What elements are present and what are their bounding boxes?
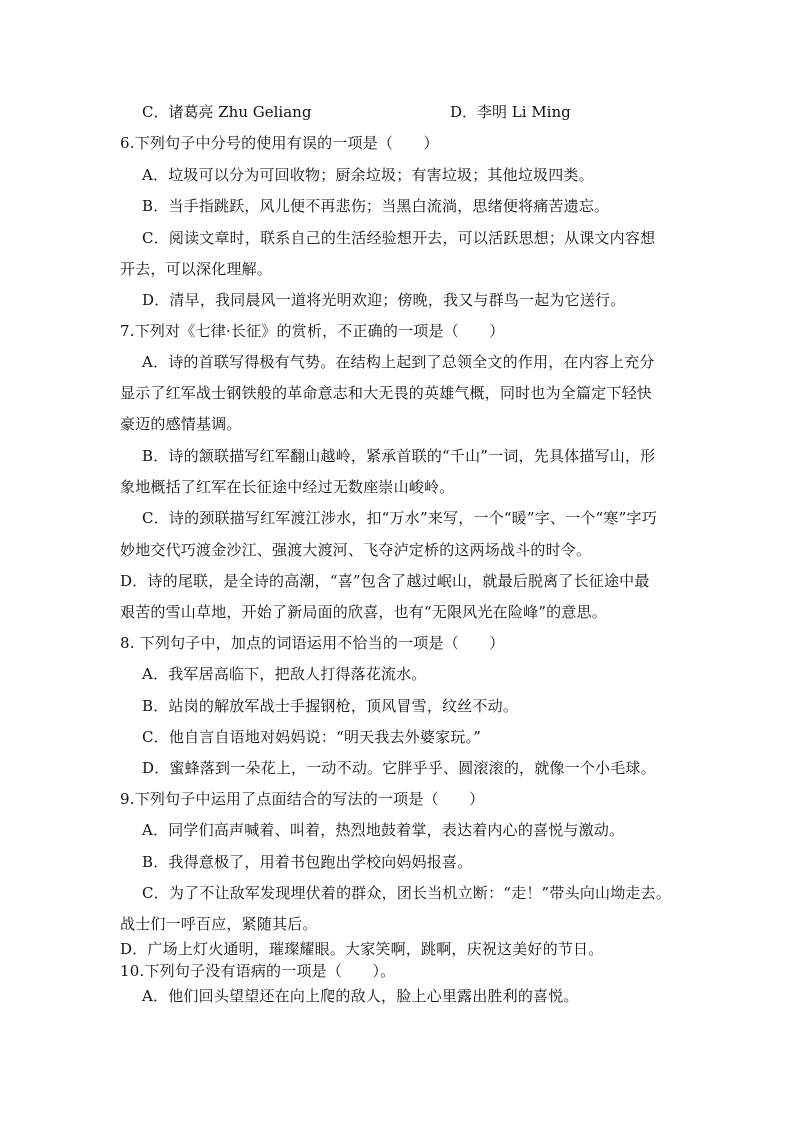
q6-option-d: D．清早，我同晨风一道将光明欢迎；傍晚，我又与群鸟一起为它送行。 [142, 291, 626, 309]
q5-option-c: C．诸葛亮 Zhu Geliang [142, 103, 312, 121]
q9-option-b: B．我得意极了，用着书包跑出学校向妈妈报喜。 [142, 853, 473, 871]
q6-option-b: B．当手指跳跃，风儿便不再悲伤；当黑白流淌，思绪便将痛苦遗忘。 [142, 197, 610, 215]
q6-option-a: A．垃圾可以分为可回收物；厨余垃圾；有害垃圾；其他垃圾四类。 [142, 166, 594, 184]
q6-option-c: C．阅读文章时，联系自己的生活经验想开去，可以活跃思想；从课文内容想 [142, 229, 656, 247]
q7-option-c-cont: 妙地交代巧渡金沙江、强渡大渡河、飞夺泸定桥的这两场战斗的时令。 [120, 541, 592, 559]
q7-option-c: C．诗的颈联描写红军渡江涉水，扣“万水”来写，一个“暖”字、一个“寒”字巧 [142, 509, 657, 527]
q6-stem: 6.下列句子中分号的使用有误的一项是（ ） [120, 134, 439, 152]
q9-stem: 9.下列句子中运用了点面结合的写法的一项是（ ） [120, 790, 485, 808]
q8-option-d: D．蜜蜂落到一朵花上，一动不动。它胖乎乎、圆滚滚的，就像一个小毛球。 [142, 759, 656, 777]
q8-option-a: A．我军居高临下，把敌人打得落花流水。 [142, 665, 427, 683]
q9-option-d: D．广场上灯火通明，璀璨耀眼。大家笑啊，跳啊，庆祝这美好的节日。 [120, 940, 604, 958]
q7-option-d-cont: 艰苦的雪山草地，开始了新局面的欣喜，也有“无限风光在险峰”的意思。 [120, 603, 607, 621]
q7-option-a: A．诗的首联写得极有气势。在结构上起到了总领全文的作用，在内容上充分 [142, 353, 655, 371]
q8-option-c: C．他自言自语地对妈妈说：“明天我去外婆家玩。” [142, 728, 482, 746]
q7-option-b-cont: 象地概括了红军在长征途中经过无数座崇山峻岭。 [120, 478, 455, 496]
q8-option-b: B．站岗的解放军战士手握钢枪，顶风冒雪，纹丝不动。 [142, 697, 519, 715]
q5-option-d: D．李明 Li Ming [450, 103, 571, 121]
q7-stem: 7.下列对《七律·长征》的赏析，不正确的一项是（ ） [120, 322, 505, 340]
q8-stem: 8. 下列句子中，加点的词语运用不恰当的一项是（ ） [120, 634, 505, 652]
q7-option-a-cont1: 显示了红军战士钢铁般的革命意志和大无畏的英雄气概，同时也为全篇定下轻快 [120, 384, 653, 402]
q7-option-a-cont2: 豪迈的感情基调。 [120, 415, 242, 433]
q10-stem: 10.下列句子没有语病的一项是（ ）。 [120, 962, 396, 980]
q9-option-c: C．为了不让敌军发现埋伏着的群众，团长当机立断：“走！”带头向山坳走去。 [142, 884, 672, 902]
q7-option-b: B．诗的颔联描写红军翻山越岭，紧承首联的“千山”一词，先具体描写山，形 [142, 447, 656, 465]
q9-option-a: A．同学们高声喊着、叫着，热烈地鼓着掌，表达着内心的喜悦与激动。 [142, 821, 625, 839]
q7-option-d: D．诗的尾联，是全诗的高潮，“喜”包含了越过岷山，就最后脱离了长征途中最 [120, 572, 650, 590]
q9-option-c-cont: 战士们一呼百应，紧随其后。 [120, 915, 318, 933]
q6-option-c-cont: 开去，可以深化理解。 [120, 260, 273, 278]
q10-option-a: A．他们回头望望还在向上爬的敌人，脸上心里露出胜利的喜悦。 [142, 987, 579, 1005]
